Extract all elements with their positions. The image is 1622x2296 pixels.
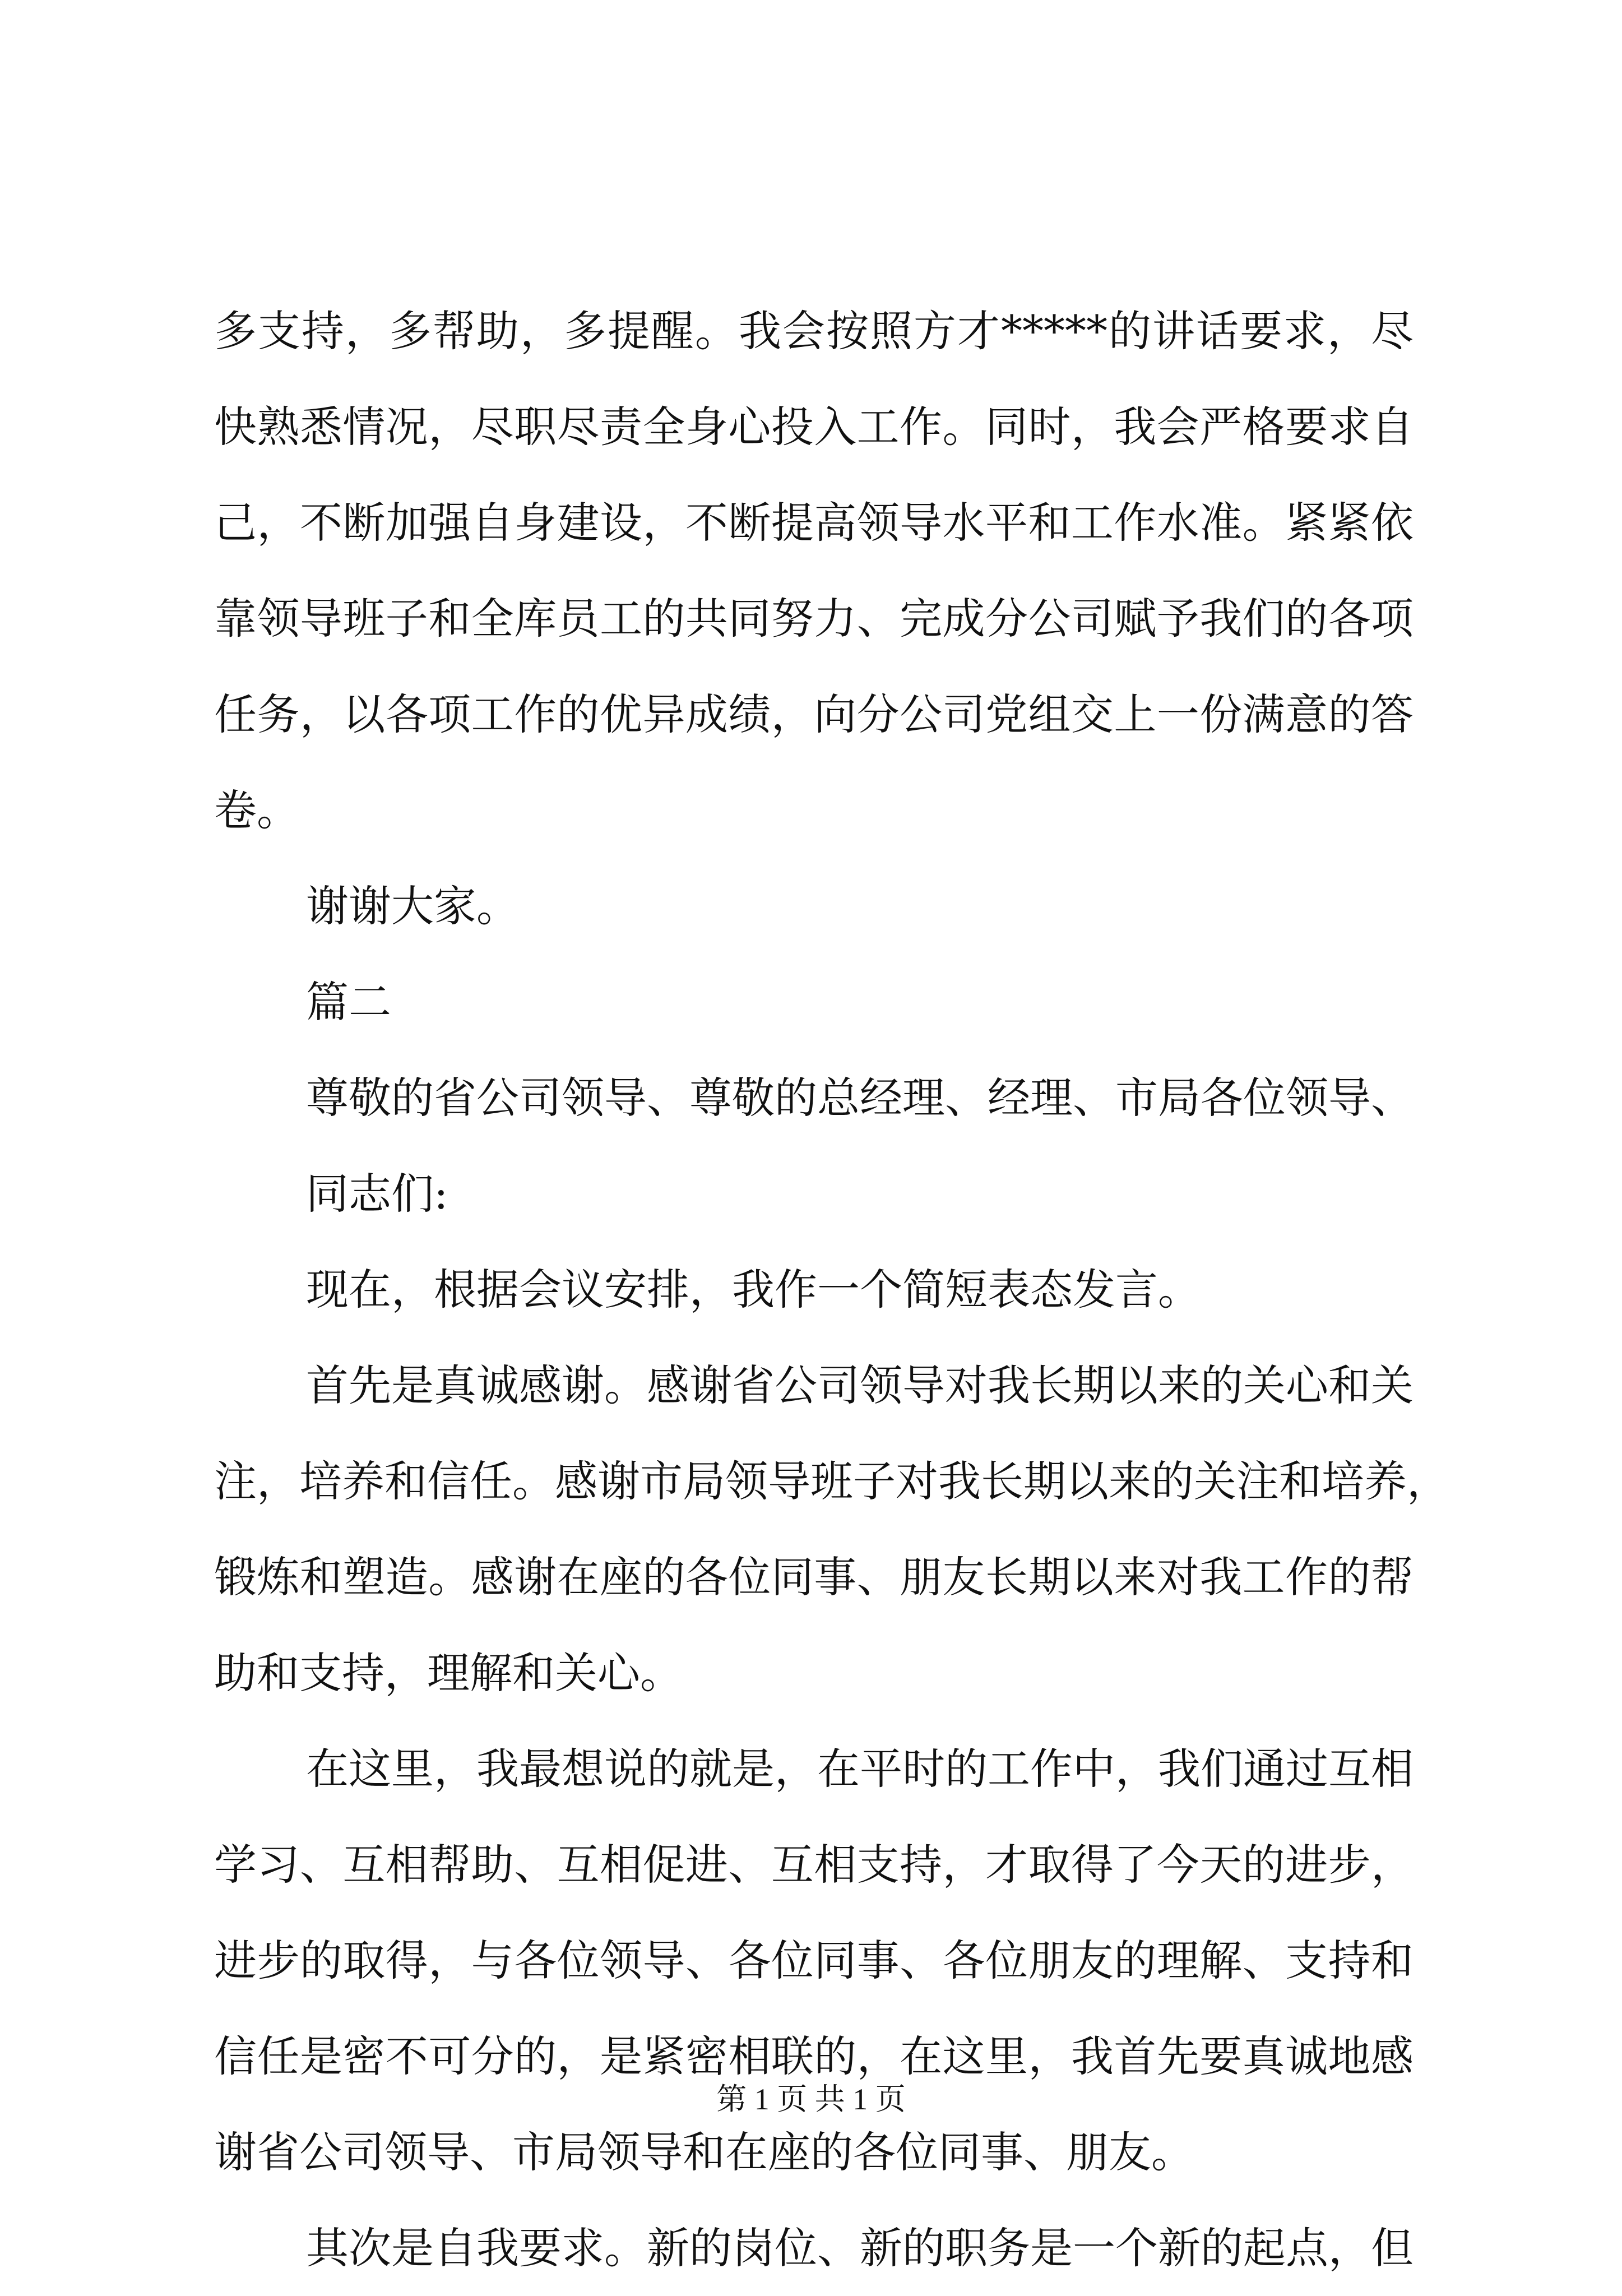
- text-line: 任务，以各项工作的优异成绩，向分公司党组交上一份满意的答: [214, 689, 1414, 739]
- document-body: [214, 283, 1449, 2296]
- text-line: 在这里，我最想说的就是，在平时的工作中，我们通过互相: [306, 1744, 1414, 1794]
- text-line: 助和支持，理解和关心。: [214, 1648, 683, 1698]
- text-line: 现在，根据会议安排，我作一个简短表态发言。: [306, 1265, 1201, 1314]
- text-line: 靠领导班子和全库员工的共同努力、完成分公司赋予我们的各项: [214, 594, 1414, 644]
- text-line: 谢省公司领导、市局领导和在座的各位同事、朋友。: [214, 2127, 1194, 2177]
- text-line: 进步的取得，与各位领导、各位同事、各位朋友的理解、支持和: [214, 1936, 1414, 1985]
- text-line: 信任是密不可分的，是紧密相联的，在这里，我首先要真诚地感: [214, 2031, 1414, 2081]
- text-line: 首先是真诚感谢。感谢省公司领导对我长期以来的关心和关: [306, 1360, 1414, 1410]
- text-line: 多支持，多帮助，多提醒。我会按照方才*****的讲话要求，尽: [214, 306, 1414, 356]
- page-footer: 第 1 页 共 1 页: [716, 2082, 906, 2116]
- text-line: 锻炼和塑造。感谢在座的各位同事、朋友长期以来对我工作的帮: [214, 1552, 1414, 1602]
- text-line: 谢谢大家。: [306, 881, 519, 931]
- text-line: 己，不断加强自身建设，不断提高领导水平和工作水准。紧紧依: [214, 498, 1414, 548]
- text-line: 其次是自我要求。新的岗位、新的职务是一个新的起点，但: [306, 2223, 1414, 2273]
- salutation-line: 尊敬的省公司领导、尊敬的总经理、经理、市局各位领导、: [306, 1073, 1414, 1123]
- section-heading: 篇二: [306, 977, 391, 1027]
- salutation-line: 同志们:: [306, 1169, 448, 1219]
- text-line: 快熟悉情况，尽职尽责全身心投入工作。同时，我会严格要求自: [214, 402, 1414, 452]
- text-line: 学习、互相帮助、互相促进、互相支持，才取得了今天的进步，: [214, 1840, 1414, 1890]
- text-line: 注，培养和信任。感谢市局领导班子对我长期以来的关注和培养，: [214, 1456, 1449, 1506]
- text-line: 卷。: [214, 785, 299, 835]
